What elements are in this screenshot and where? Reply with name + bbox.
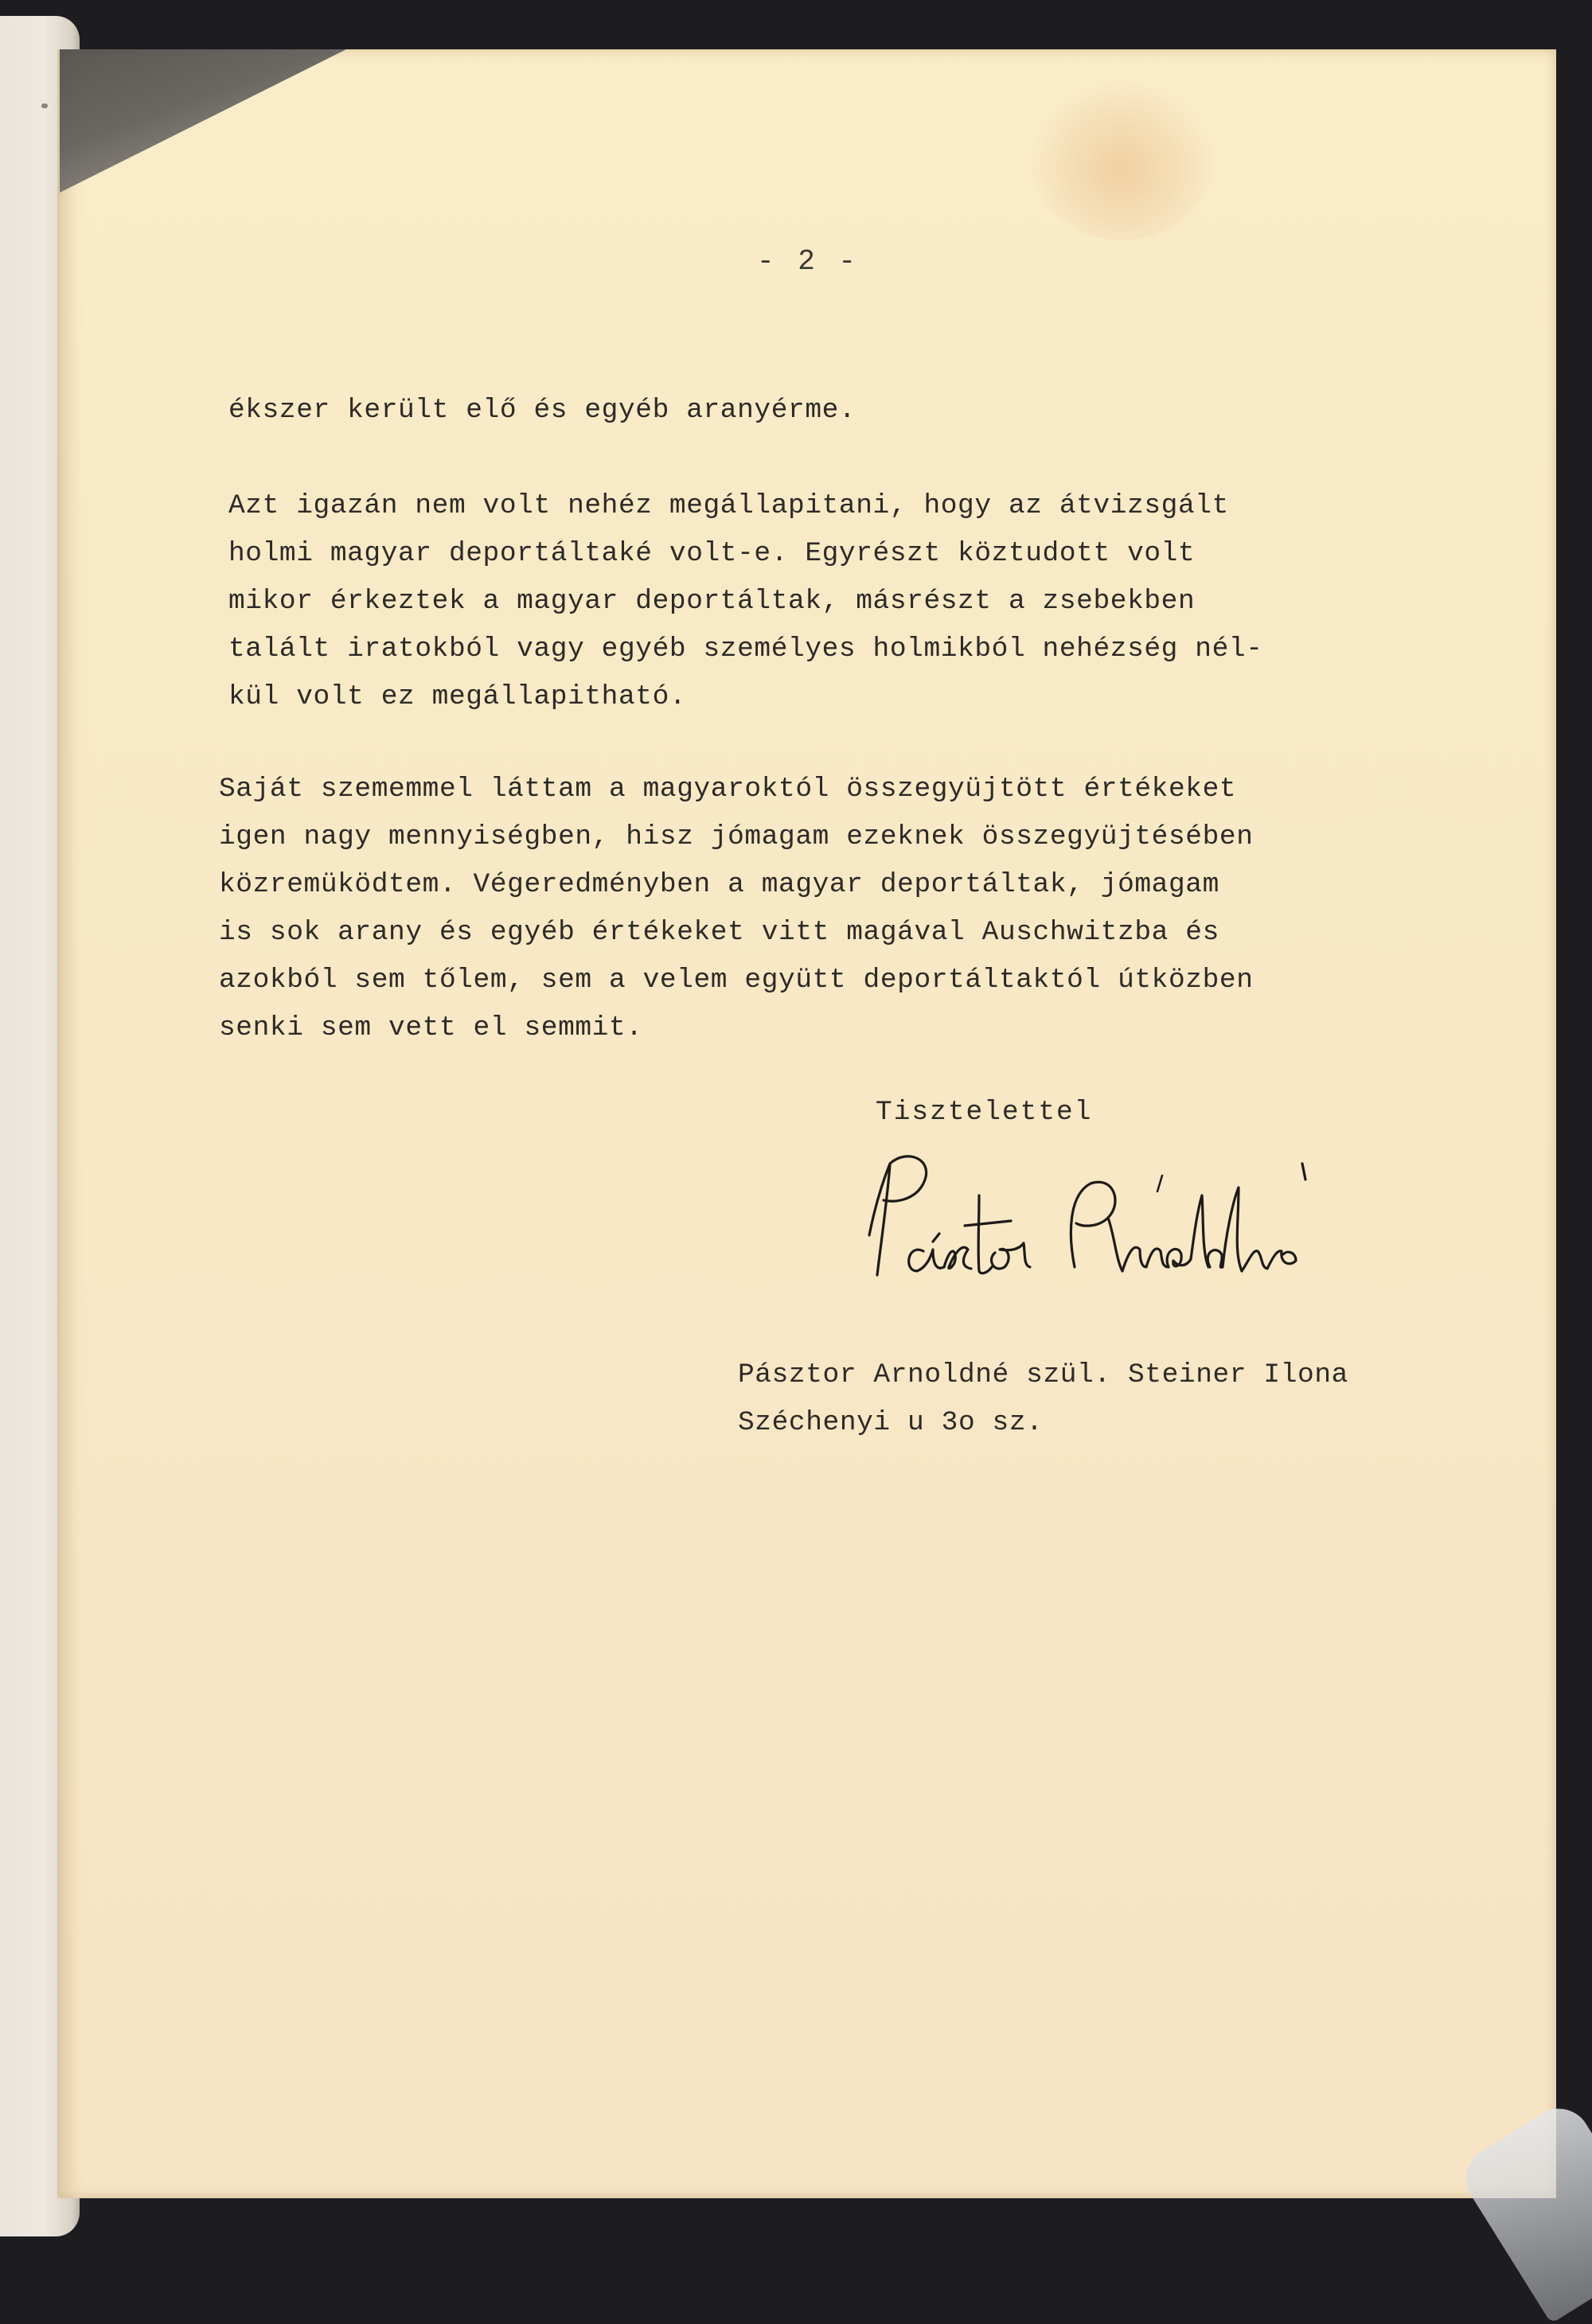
paper-stain: [1031, 81, 1214, 240]
paragraph-3: Saját szememmel láttam a magyaroktól összegyüjtött értékeket igen nagy mennyiségben, hisz jómagam ezeknek összegyüjtésében közremüködtem. Végeredményben a magyar deportáltak, jómagam is sok arany és egyéb értékeket vitt magával Auschwitzba és azokból sem tőlem, sem a velem együtt deportáltaktól útközben senki sem vett el semmit.: [219, 774, 1254, 1043]
handwritten-signature: [860, 1148, 1401, 1307]
paragraph-2: Azt igazán nem volt nehéz megállapitani, hogy az átvizsgált holmi magyar deportáltaké volt-e. Egyrészt köztudott volt mikor érkeztek a magyar deportáltak, másrészt a zsebekben talált iratokból vagy egyéb személyes holmikból nehézség nél- kül volt ez megállapitható.: [228, 490, 1263, 712]
signer-name: Pásztor Arnoldné szül. Steiner Ilona: [738, 1359, 1348, 1390]
signer-address: Széchenyi u 3o sz.: [738, 1407, 1044, 1438]
page-number: - 2 -: [756, 245, 860, 278]
corner-shadow: [60, 49, 346, 193]
binder-clip: [1454, 2096, 1592, 2323]
page-mark: [41, 103, 48, 108]
closing-salutation: Tisztelettel: [876, 1097, 1093, 1128]
paragraph-1: ékszer került elő és egyéb aranyérme.: [228, 395, 856, 426]
document-page: [57, 49, 1556, 2198]
